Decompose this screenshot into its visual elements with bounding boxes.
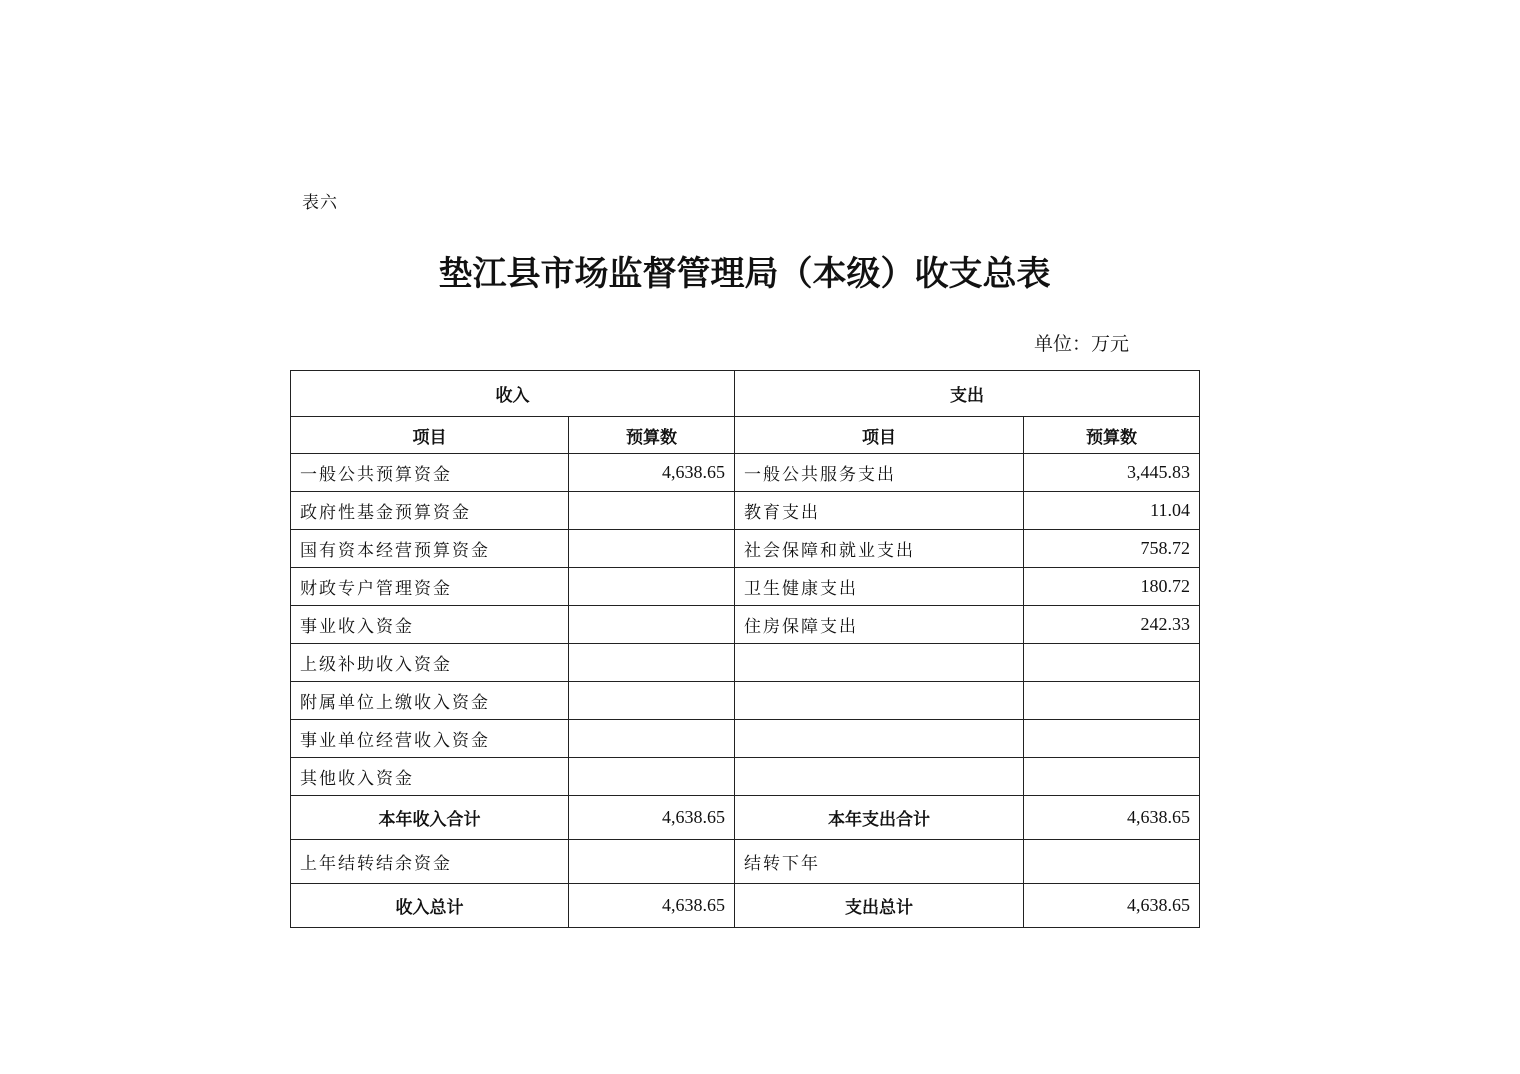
table-row	[291, 454, 1200, 492]
expense-value: 242.33	[1024, 606, 1200, 644]
income-value	[569, 758, 735, 796]
expense-item: 卫生健康支出	[735, 568, 1024, 606]
income-section-header: 收入	[291, 371, 735, 417]
year-income-total-value: 4,638.65	[569, 796, 735, 840]
year-total-row	[291, 796, 1200, 840]
expense-value	[1024, 758, 1200, 796]
income-value	[569, 568, 735, 606]
expense-value: 758.72	[1024, 530, 1200, 568]
carryover-income-value	[569, 840, 735, 884]
grand-income-total-value: 4,638.65	[569, 884, 735, 928]
carryover-income-item: 上年结转结余资金	[291, 840, 569, 884]
unit-label: 单位：万元	[1034, 333, 1130, 355]
expense-item: 住房保障支出	[735, 606, 1024, 644]
table-row	[291, 492, 1200, 530]
table-row	[291, 568, 1200, 606]
expense-value: 11.04	[1024, 492, 1200, 530]
year-income-total-label: 本年收入合计	[291, 796, 569, 840]
income-item: 附属单位上缴收入资金	[291, 682, 569, 720]
year-expense-total-value: 4,638.65	[1024, 796, 1200, 840]
income-item: 国有资本经营预算资金	[291, 530, 569, 568]
table-row	[291, 682, 1200, 720]
income-value	[569, 492, 735, 530]
expense-budget-column-header: 预算数	[1024, 417, 1200, 454]
expense-value: 180.72	[1024, 568, 1200, 606]
expense-item	[735, 644, 1024, 682]
table-number-label: 表六	[302, 193, 338, 213]
grand-expense-total-value: 4,638.65	[1024, 884, 1200, 928]
expense-item-column-header: 项目	[735, 417, 1024, 454]
carryover-row	[291, 840, 1200, 884]
income-expense-table	[290, 370, 1200, 928]
income-value	[569, 644, 735, 682]
income-item: 上级补助收入资金	[291, 644, 569, 682]
expense-item: 一般公共服务支出	[735, 454, 1024, 492]
income-item-column-header: 项目	[291, 417, 569, 454]
income-item: 财政专户管理资金	[291, 568, 569, 606]
table-row	[291, 606, 1200, 644]
column-header-row	[291, 417, 1200, 454]
income-value	[569, 720, 735, 758]
expense-item	[735, 682, 1024, 720]
expense-section-header: 支出	[735, 371, 1200, 417]
carryover-expense-item: 结转下年	[735, 840, 1024, 884]
income-value: 4,638.65	[569, 454, 735, 492]
section-header-row	[291, 371, 1200, 417]
income-item: 一般公共预算资金	[291, 454, 569, 492]
income-item: 事业收入资金	[291, 606, 569, 644]
expense-value: 3,445.83	[1024, 454, 1200, 492]
income-item: 事业单位经营收入资金	[291, 720, 569, 758]
expense-value	[1024, 644, 1200, 682]
carryover-expense-value	[1024, 840, 1200, 884]
table-row	[291, 720, 1200, 758]
table-row	[291, 758, 1200, 796]
income-item: 其他收入资金	[291, 758, 569, 796]
income-value	[569, 530, 735, 568]
expense-item: 社会保障和就业支出	[735, 530, 1024, 568]
document-title: 垫江县市场监督管理局（本级）收支总表	[438, 254, 1051, 294]
expense-value	[1024, 720, 1200, 758]
expense-item	[735, 720, 1024, 758]
income-budget-column-header: 预算数	[569, 417, 735, 454]
income-item: 政府性基金预算资金	[291, 492, 569, 530]
year-expense-total-label: 本年支出合计	[735, 796, 1024, 840]
grand-expense-total-label: 支出总计	[735, 884, 1024, 928]
grand-total-row	[291, 884, 1200, 928]
grand-income-total-label: 收入总计	[291, 884, 569, 928]
expense-item	[735, 758, 1024, 796]
expense-value	[1024, 682, 1200, 720]
table-row	[291, 530, 1200, 568]
expense-item: 教育支出	[735, 492, 1024, 530]
income-value	[569, 682, 735, 720]
table-row	[291, 644, 1200, 682]
income-value	[569, 606, 735, 644]
